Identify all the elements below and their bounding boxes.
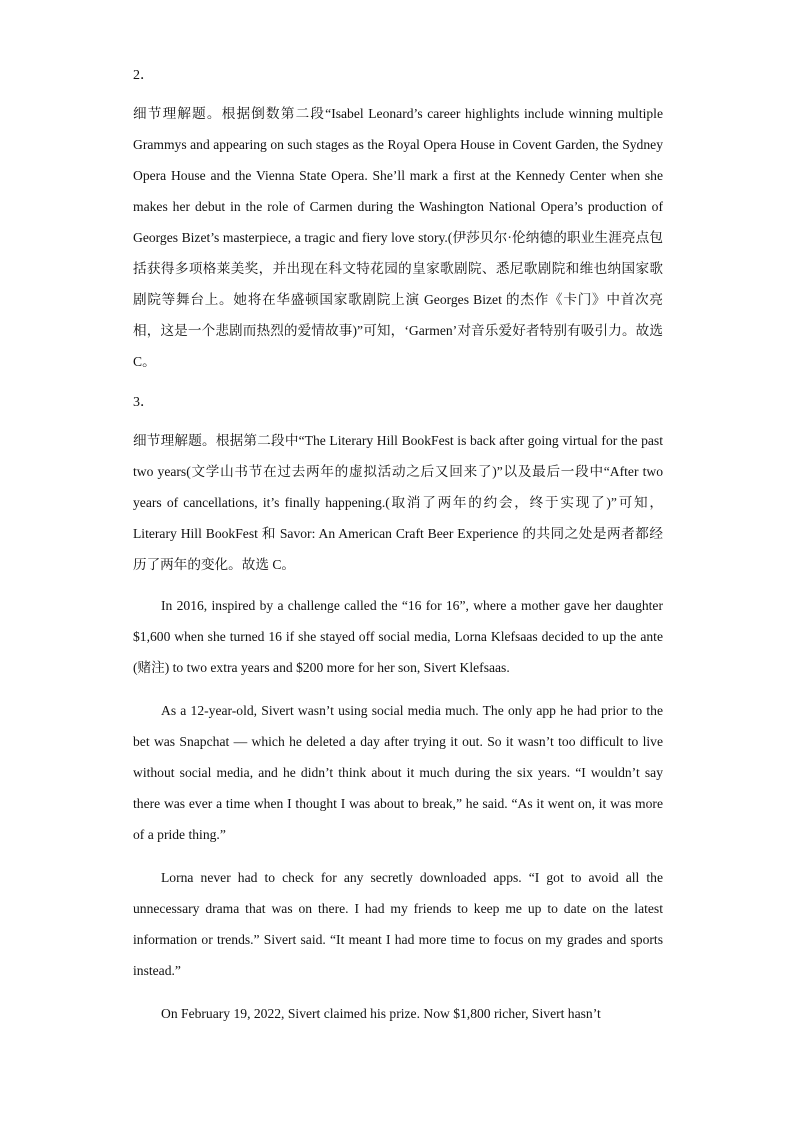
question-3-answer: 细节理解题。根据第二段中“The Literary Hill BookFest is back after going virtual for the past two years(文学山书节在过去两年的虚拟活动之后又回来了)”以及最后一段中“After two years of cancellations, it’s finally happening.(取消了两年的约会，终于实现了)”可知，Literary Hill BookFest 和 Savor: An American Craft Beer Experience 的共同之处是两者都经历了两年的变化。故选 C。 — [133, 433, 663, 572]
question-2-answer: 细节理解题。根据倒数第二段“Isabel Leonard’s career highlights include winning multiple Grammys and appearing on such stages as the Royal Opera House in Covent Garden, the Sydney Opera House and the Vienna State Opera. She’ll mark a first at the Kennedy Center when she makes her debut in the role of Carmen during the Washington National Opera’s production of Georges Bizet’s masterpiece, a tragic and fiery love story.(伊莎贝尔·伦纳德的职业生涯亮点包括获得多项格莱美奖，并出现在科文特花园的皇家歌剧院、悉尼歌剧院和维也纳国家歌剧院等舞台上。她将在华盛顿国家歌剧院上演 Georges Bizet 的杰作《卡门》中首次亮相，这是一个悲剧而热烈的爱情故事)”可知，‘Garmen’对音乐爱好者特别有吸引力。故选 C。 — [133, 106, 663, 369]
passage-paragraph-1: In 2016, inspired by a challenge called the “16 for 16”, where a mother gave her daughter $1,600 when she turned 16 if she stayed off social media, Lorna Klefsaas decided to up the ante (赌注) to two extra years and $200 more for her son, Sivert Klefsaas. — [133, 598, 663, 675]
question-2-number: 2． — [133, 68, 154, 83]
passage-paragraph-3: Lorna never had to check for any secretly downloaded apps. “I got to avoid all the unnecessary drama that was on there. I had my friends to keep me up to date on the latest information or trends.” Sivert said. “It meant I had more time to focus on my grades and sports instead.” — [133, 870, 663, 978]
passage-paragraph-2: As a 12-year-old, Sivert wasn’t using social media much. The only app he had prior to the bet was Snapchat — which he deleted a day after trying it out. So it wasn’t too difficult to live without social media, and he didn’t think about it much during the six years. “I wouldn’t say there was ever a time when I thought I was about to break,” he said. “As it went on, it was more of a pride thing.” — [133, 703, 663, 842]
document-content — [133, 60, 663, 1041]
question-3-number: 3． — [133, 395, 154, 410]
passage-paragraph-4: On February 19, 2022, Sivert claimed his prize. Now $1,800 richer, Sivert hasn’t — [161, 1006, 601, 1021]
